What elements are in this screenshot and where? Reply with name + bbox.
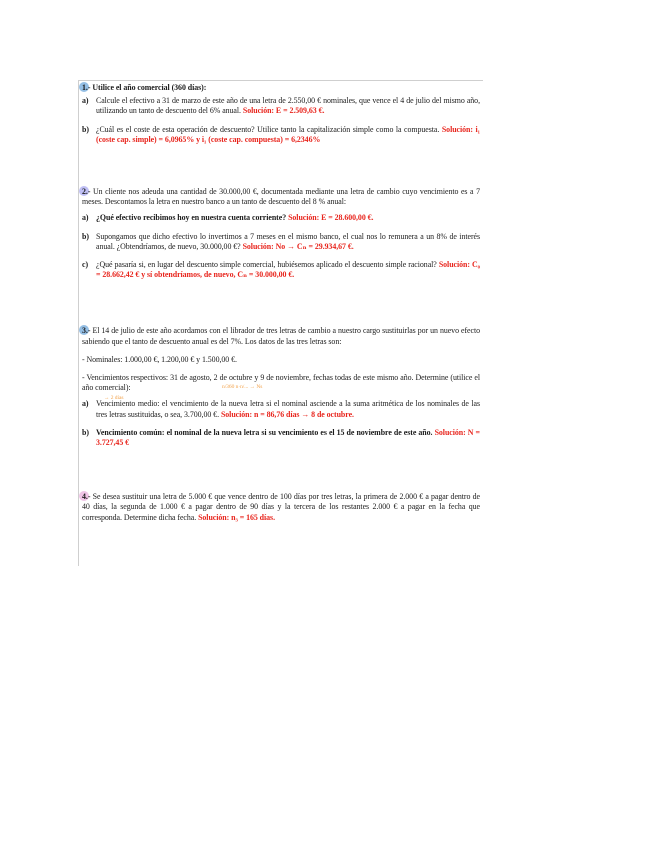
question-3-part-b	[82, 428, 480, 448]
solution: Solución: n₃ = 165 días.	[198, 512, 275, 522]
part-text: Calcule el efectivo a 31 de marzo de este año de una letra de 2.550,00 € nominales, que vence el 4 de julio del mismo año, utilizando un tanto de descuento del 6% anual. Solución: E = 2.509,63 €.	[96, 96, 480, 116]
question-intro: Un cliente nos adeuda una cantidad de 30.000,00 €, documentada mediante una letra de cambio cuyo vencimiento es a 7 meses. Descontamos la letra en nuestro banco a un tanto de descuento del 8 % anual:	[82, 187, 480, 207]
question-1-heading	[82, 83, 480, 93]
part-label: a)	[82, 399, 89, 409]
solution: Solución: i₁ (coste cap. simple) = 6,0965% y i₁ (coste cap. compuesta) = 6,2346%	[96, 124, 480, 144]
exercise-sheet	[82, 83, 480, 523]
question-text: Se desea sustituir una letra de 5.000 € que vence dentro de 100 días por tres letras, la primera de 2.000 € a pagar dentro de 40 días, la segunda de 1.000 € a pagar dentro de 90 días y la tercera de los restantes 2.000 € a pagar en la fecha que corresponda. Determine dicha fecha.	[82, 492, 480, 522]
nominales-line: - Nominales: 1.000,00 €, 1.200,00 € y 1.500,00 €.	[82, 354, 237, 364]
solution: Solución: No → Cₙ = 29.934,67 €.	[242, 241, 354, 251]
part-label: a)	[82, 213, 89, 223]
part-label: a)	[82, 96, 89, 106]
part-text: Vencimiento medio: el vencimiento de la nueva letra si el nominal asciende a la suma aritmética de los nominales de las tres letras sustituidas, o sea, 3.700,00 €. Solución: n = 86,76 días → 8 de octubre.	[96, 399, 480, 419]
solution: Solución: n = 86,76 días → 8 de octubre.	[220, 409, 354, 419]
question-1-part-b	[82, 125, 480, 145]
question-intro: El 14 de julio de este año acordamos con el librador de tres letras de cambio a nuestro cargo sustituirlas por un nuevo efecto sabiendo que el tanto de descuento anual es del 7%. Los datos de las tres letras son:	[82, 326, 480, 346]
question-intro: Utilice el año comercial (360 días):	[92, 83, 207, 92]
question-3	[82, 326, 480, 448]
question-3-part-a	[82, 399, 480, 419]
part-text: ¿Qué efectivo recibimos hoy en nuestra cuenta corriente? Solución: E = 28.600,00 €.	[96, 213, 374, 223]
vencimientos-line: - Vencimientos respectivos: 31 de agosto, 2 de octubre y 9 de noviembre, fechas todas de este mismo año. Determine (utilice el año comercial): n/360 n·n/... → Ns → 2 días	[82, 373, 480, 402]
question-4	[82, 492, 480, 523]
handwritten-annotation: n/360 n·n/... → Ns	[222, 384, 263, 391]
part-text: ¿Cuál es el coste de esta operación de descuento? Utilice tanto la capitalización simple como la compuesta. Solución: i₁ (coste cap. simple) = 6,0965% y i₁ (coste cap. compuesta) = 6,2346%	[96, 124, 480, 144]
question-2-part-a	[82, 213, 480, 223]
handwritten-annotation: → 2 días	[104, 395, 124, 402]
solution: Solución: E = 2.509,63 €.	[242, 106, 325, 116]
question-2	[82, 187, 480, 280]
part-text: Supongamos que dicho efectivo lo invertimos a 7 meses en el mismo banco, el cual nos lo remunera a un 8% de interés anual. ¿Obtendríamos, de nuevo, 30.000,00 €? Solución: No → Cₙ = 29.934,67 €.	[96, 231, 480, 251]
question-4-heading	[82, 492, 480, 523]
part-label: c)	[82, 260, 89, 270]
solution: Solución: N = 3.727,45 €	[96, 427, 480, 448]
question-number: 2.-	[82, 187, 91, 197]
part-text: ¿Qué pasaría si, en lugar del descuento simple comercial, hubiésemos aplicado el descuento simple racional? Solución: C₀ = 28.662,42 € y sí obtendríamos, de nuevo, Cₙ = 30.000,00 €.	[96, 260, 480, 280]
question-3-heading	[82, 326, 480, 346]
part-text: Vencimiento común: el nominal de la nueva letra si su vencimiento es el 15 de noviembre de este año. Solución: N = 3.727,45 €	[96, 427, 480, 448]
question-number: 4.-	[82, 492, 91, 502]
question-number: 1.-	[82, 83, 91, 92]
question-2-part-c	[82, 260, 480, 280]
question-1	[82, 83, 480, 145]
part-label: b)	[82, 124, 89, 134]
solution: Solución: C₀ = 28.662,42 € y sí obtendríamos, de nuevo, Cₙ = 30.000,00 €.	[96, 260, 480, 280]
solution: Solución: E = 28.600,00 €.	[288, 213, 374, 223]
part-label: b)	[82, 231, 89, 241]
question-number: 3.-	[82, 326, 91, 336]
question-2-part-b	[82, 232, 480, 252]
part-label: b)	[82, 427, 89, 437]
question-1-part-a	[82, 96, 480, 116]
question-2-heading	[82, 187, 480, 207]
